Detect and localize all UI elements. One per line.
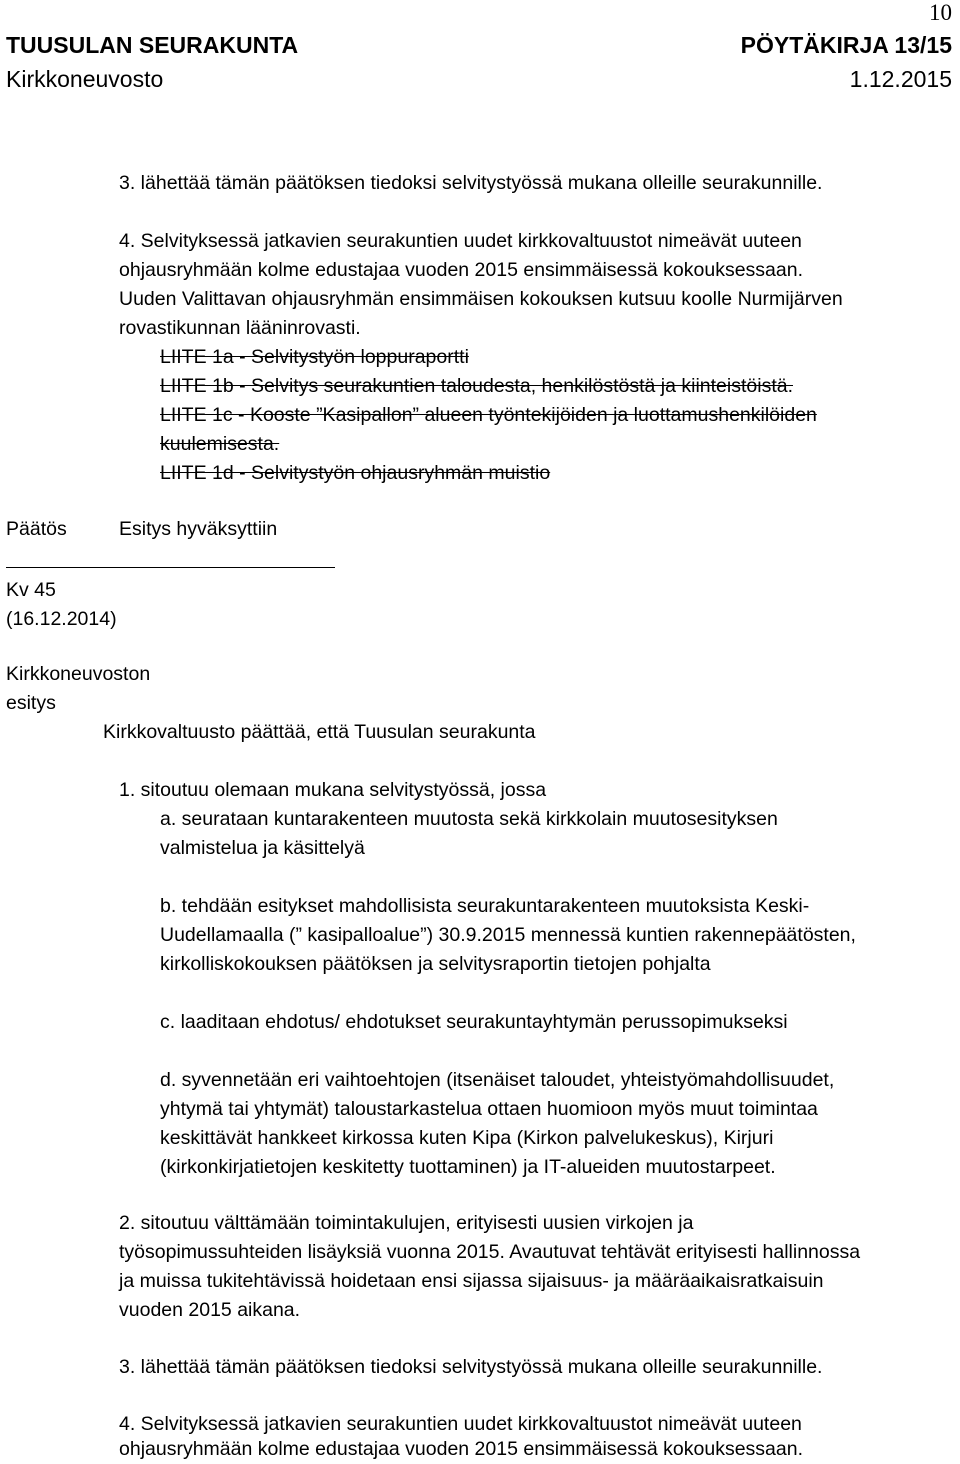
organization-name: TUUSULAN SEURAKUNTA [6,32,299,58]
proposal-item-1: 1. sitoutuu olemaan mukana selvitystyössä, jossa [119,779,547,801]
subitem-d-cont: keskittävät hankkeet kirkossa kuten Kipa (Kirkon palvelukeskus), Kirjuri [160,1127,774,1149]
proposal-item-2-cont: vuoden 2015 aikana. [119,1299,301,1321]
proposal-item-4: 4. Selvityksessä jatkavien seurakuntien uudet kirkkovaltuustot nimeävät uuteen [119,1413,802,1435]
decision-label: Päätös [6,518,67,540]
list-item-3: 3. lähettää tämän päätöksen tiedoksi selvitystyössä mukana olleille seurakunnille. [119,172,823,194]
subitem-b-cont: Uudellamaalla (” kasipalloalue”) 30.9.2015 mennessä kuntien rakennepäätösten, [160,924,856,946]
proposal-intro: Kirkkovaltuusto päättää, että Tuusulan seurakunta [103,721,536,743]
attachment-1a: LIITE 1a - Selvitystyön loppuraportti [160,346,469,368]
decision-text: Esitys hyväksyttiin [119,518,278,540]
proposal-item-4-cont: ohjausryhmään kolme edustajaa vuoden 2015 ensimmäisessä kokouksessaan. [119,1438,803,1460]
subitem-d-cont: yhtymä tai yhtymät) taloustarkastelua ottaen huomioon myös muut toimintaa [160,1098,818,1120]
section-ref: Kv 45 [6,579,56,601]
list-item-4-line: 4. Selvityksessä jatkavien seurakuntien uudet kirkkovaltuustot nimeävät uuteen [119,230,802,252]
list-item-4-line: rovastikunnan lääninrovasti. [119,317,361,339]
meeting-date: 1.12.2015 [849,66,952,92]
subitem-d: d. syvennetään eri vaihtoehtojen (itsenäiset taloudet, yhteistyömahdollisuudet, [160,1069,835,1091]
subitem-a: a. seurataan kuntarakenteen muutosta sekä kirkkolain muutosesityksen [160,808,778,830]
page-number: 10 [929,0,952,25]
attachment-1c: LIITE 1c - Kooste ”Kasipallon” alueen työntekijöiden ja luottamushenkilöiden [160,404,817,426]
subitem-d-cont: (kirkonkirjatietojen keskitetty tuottaminen) ja IT-alueiden muutostarpeet. [160,1156,776,1178]
list-item-4-line: Uuden Valittavan ohjausryhmän ensimmäisen kokouksen kutsuu koolle Nurmijärven [119,288,843,310]
subitem-c: c. laaditaan ehdotus/ ehdotukset seurakuntayhtymän perussopimukseksi [160,1011,788,1033]
proposal-item-2: 2. sitoutuu välttämään toimintakulujen, erityisesti uusien virkojen ja [119,1212,694,1234]
section-divider [6,567,335,568]
subitem-a-cont: valmistelua ja käsittelyä [160,837,365,859]
attachment-1b: LIITE 1b - Selvitys seurakuntien taloudesta, henkilöstöstä ja kiinteistöistä. [160,375,793,397]
list-item-4-line: ohjausryhmään kolme edustajaa vuoden 2015 ensimmäisessä kokouksessaan. [119,259,803,281]
document-id: PÖYTÄKIRJA 13/15 [740,32,952,58]
proposal-label-cont: esitys [6,692,56,714]
proposal-label: Kirkkoneuvoston [6,663,151,685]
meeting-body: Kirkkoneuvosto [6,66,164,92]
subitem-b: b. tehdään esitykset mahdollisista seurakuntarakenteen muutoksista Keski- [160,895,810,917]
attachment-1c-cont: kuulemisesta. [160,433,280,455]
section-ref-date: (16.12.2014) [6,608,117,630]
subitem-b-cont: kirkolliskokouksen päätöksen ja selvitysraportin tietojen pohjalta [160,953,711,975]
attachment-1d: LIITE 1d - Selvitystyön ohjausryhmän muistio [160,462,551,484]
proposal-item-3: 3. lähettää tämän päätöksen tiedoksi selvitystyössä mukana olleille seurakunnille. [119,1356,823,1378]
proposal-item-2-cont: työsopimussuhteiden lisäyksiä vuonna 2015. Avautuvat tehtävät erityisesti hallinnossa [119,1241,861,1263]
proposal-item-2-cont: ja muissa tukitehtävissä hoidetaan ensi sijassa sijaisuus- ja määräaikaisratkaisuin [119,1270,824,1292]
